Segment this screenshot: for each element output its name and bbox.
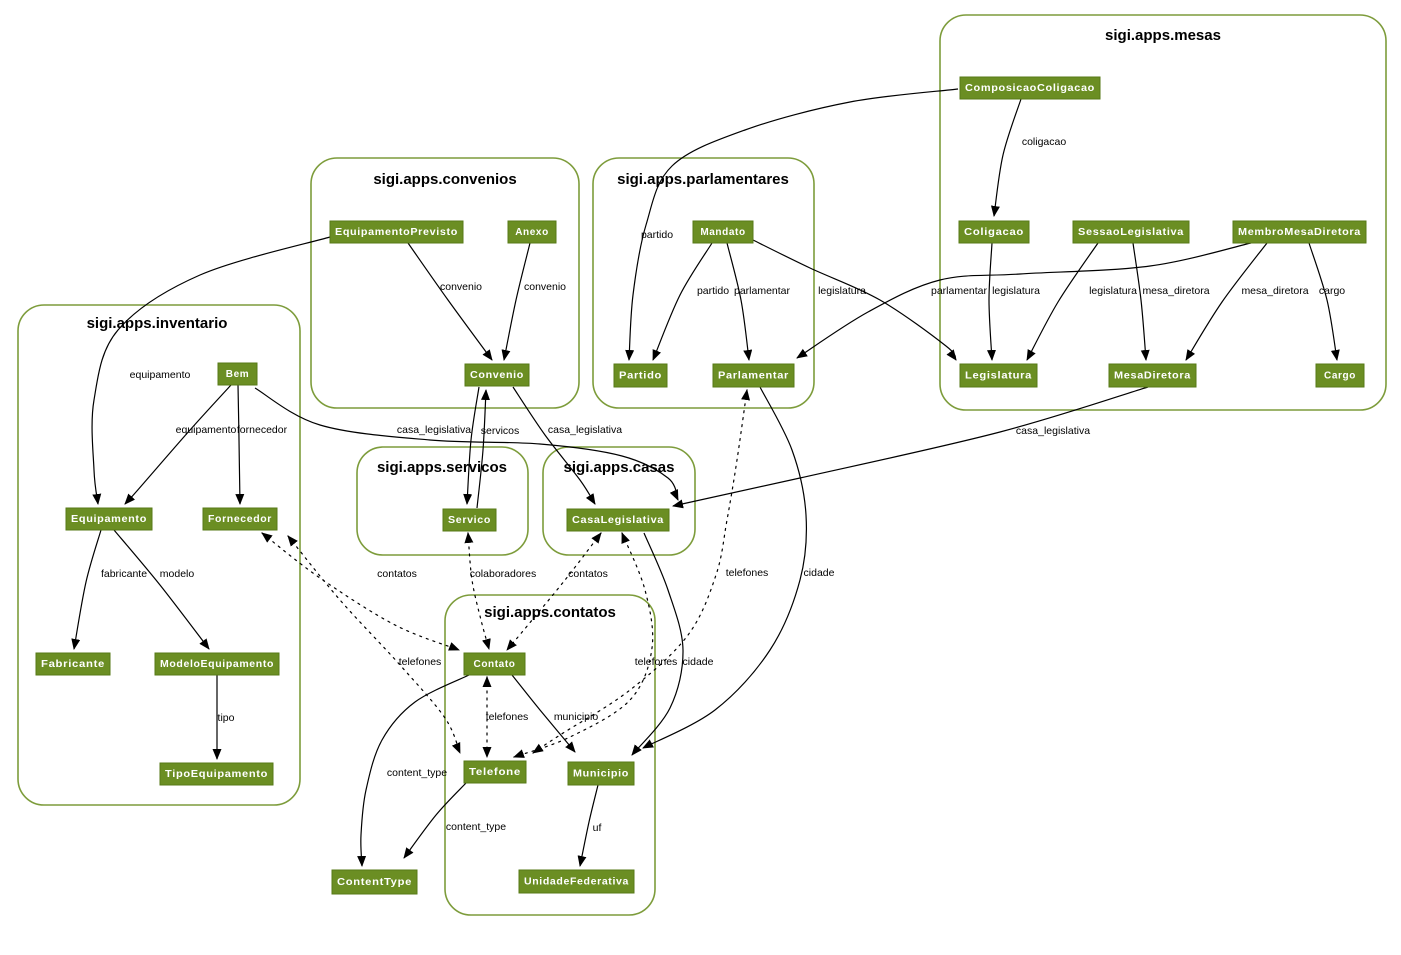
cluster-title-casas: sigi.apps.casas (563, 459, 675, 476)
node-label-Bem: Bem (225, 369, 250, 380)
edge-Fornecedor-Telefone (288, 536, 460, 753)
edge-Bem-Fornecedor (238, 385, 240, 504)
edge-label-cidade: cidade (682, 655, 714, 668)
node-label-TipoEquipamento: TipoEquipamento (165, 769, 268, 780)
edge-label-convenio: convenio (439, 280, 483, 293)
node-label-Legislatura: Legislatura (965, 370, 1032, 382)
edge-label-casa_legislativa: casa_legislativa (396, 423, 472, 436)
node-label-Convenio: Convenio (470, 370, 524, 381)
cluster-title-servicos: sigi.apps.servicos (376, 459, 508, 476)
edge-MesaDiretora-CasaLegislativa (673, 387, 1148, 506)
node-label-MesaDiretora: MesaDiretora (1114, 370, 1191, 382)
edge-label-equipamento: equipamento (129, 368, 191, 381)
edges-layer (74, 89, 1337, 866)
cluster-title-inventario: sigi.apps.inventario (86, 315, 228, 332)
edge-label-municipio: municipio (553, 710, 599, 723)
edge-label-fornecedor: fornecedor (236, 423, 288, 436)
node-label-EquipamentoPrevisto: EquipamentoPrevisto (335, 227, 458, 238)
node-label-Fabricante: Fabricante (41, 659, 105, 670)
node-label-ComposicaoColigacao: ComposicaoColigacao (965, 83, 1095, 94)
edge-Fornecedor-Contato (262, 533, 459, 650)
edge-Bem-CasaLegislativa (255, 388, 678, 500)
edge-MembroMesaDiretora-Parlamentar (797, 243, 1251, 358)
edge-label-cidade: cidade (803, 566, 835, 579)
edge-Equipamento-ModeloEquipamento (114, 530, 209, 649)
edge-label-casa_legislativa: casa_legislativa (547, 423, 623, 436)
edge-label-telefones: telefones (634, 655, 678, 668)
node-label-Partido: Partido (619, 370, 662, 382)
edge-label-mesa_diretora: mesa_diretora (1142, 284, 1210, 297)
node-label-Telefone: Telefone (469, 767, 521, 778)
edge-Parlamentar-Telefone (533, 390, 747, 753)
edge-label-convenio: convenio (523, 280, 567, 293)
edge-label-equipamento: equipamento (175, 423, 237, 436)
edge-CasaLegislativa-Telefone (514, 533, 653, 757)
edge-label-legislatura: legislatura (992, 284, 1040, 297)
node-label-Contato: Contato (473, 659, 516, 670)
node-label-Cargo: Cargo (1324, 370, 1356, 382)
edge-Bem-Equipamento (125, 385, 231, 504)
edge-MembroMesaDiretora-MesaDiretora (1186, 243, 1267, 360)
edge-Anexo-Convenio (504, 243, 530, 360)
node-label-Municipio: Municipio (573, 768, 629, 780)
edge-label-tipo: tipo (217, 711, 235, 724)
node-label-MembroMesaDiretora: MembroMesaDiretora (1238, 227, 1361, 238)
edge-Mandato-Partido (653, 243, 712, 360)
node-label-UnidadeFederativa: UnidadeFederativa (524, 876, 629, 888)
edge-label-partido: partido (696, 284, 730, 297)
edge-label-telefones: telefones (398, 655, 442, 668)
node-label-Fornecedor: Fornecedor (208, 514, 272, 525)
node-label-ModeloEquipamento: ModeloEquipamento (160, 659, 274, 670)
edge-label-contatos: contatos (568, 567, 608, 580)
edge-Mandato-Legislatura (753, 240, 956, 360)
edge-label-telefones: telefones (725, 566, 769, 579)
node-label-Coligacao: Coligacao (964, 227, 1024, 238)
edge-label-content_type: content_type (445, 820, 507, 833)
cluster-title-contatos: sigi.apps.contatos (484, 604, 616, 621)
edge-SessaoLegislativa-MesaDiretora (1133, 243, 1146, 360)
edge-ComposicaoColigacao-Partido (629, 89, 958, 360)
cluster-title-parlamentares: sigi.apps.parlamentares (617, 171, 789, 188)
edge-label-parlamentar: parlamentar (733, 284, 791, 297)
edge-EquipamentoPrevisto-Convenio (408, 243, 492, 360)
edge-CasaLegislativa-Municipio (632, 533, 683, 755)
edge-label-colaboradores: colaboradores (469, 567, 537, 580)
edge-label-parlamentar: parlamentar (930, 284, 988, 297)
edge-Coligacao-Legislatura (989, 243, 992, 360)
node-label-SessaoLegislativa: SessaoLegislativa (1078, 227, 1184, 238)
edge-label-fabricante: fabricante (100, 567, 148, 580)
edge-label-contatos: contatos (377, 567, 417, 580)
edge-label-uf: uf (592, 821, 602, 834)
edge-label-servicos: servicos (480, 424, 520, 437)
edge-label-cargo: cargo (1318, 284, 1346, 297)
edge-MembroMesaDiretora-Cargo (1309, 243, 1337, 360)
edge-Servico-Contato (468, 533, 489, 649)
nodes-layer (36, 77, 1366, 894)
node-label-Servico: Servico (448, 515, 491, 526)
edge-Convenio-Servico (467, 387, 479, 504)
cluster-title-mesas: sigi.apps.mesas (1105, 27, 1221, 44)
cluster-title-convenios: sigi.apps.convenios (373, 171, 517, 188)
edge-Mandato-Parlamentar (727, 243, 749, 360)
node-label-Parlamentar: Parlamentar (718, 370, 789, 382)
node-label-ContentType: ContentType (337, 877, 412, 888)
edge-label-content_type: content_type (386, 766, 448, 779)
edge-label-casa_legislativa: casa_legislativa (1015, 424, 1091, 437)
node-label-Anexo: Anexo (515, 227, 549, 238)
edge-label-legislatura: legislatura (818, 284, 866, 297)
edge-label-modelo: modelo (159, 567, 195, 580)
edge-label-partido: partido (640, 228, 674, 241)
edge-label-legislatura: legislatura (1089, 284, 1137, 297)
cluster-contatos (445, 595, 655, 915)
edge-EquipamentoPrevisto-Equipamento (92, 237, 330, 504)
edge-SessaoLegislativa-Legislatura (1027, 243, 1098, 360)
edge-ComposicaoColigacao-Coligacao (994, 99, 1021, 216)
edge-label-telefones: telefones (485, 710, 529, 723)
node-label-Mandato: Mandato (700, 227, 746, 238)
cluster-mesas (940, 15, 1386, 410)
node-label-Equipamento: Equipamento (71, 514, 147, 525)
edge-label-mesa_diretora: mesa_diretora (1241, 284, 1309, 297)
edge-label-coligacao: coligacao (1021, 135, 1067, 148)
node-label-CasaLegislativa: CasaLegislativa (572, 515, 664, 526)
edge-Equipamento-Fabricante (74, 530, 101, 649)
